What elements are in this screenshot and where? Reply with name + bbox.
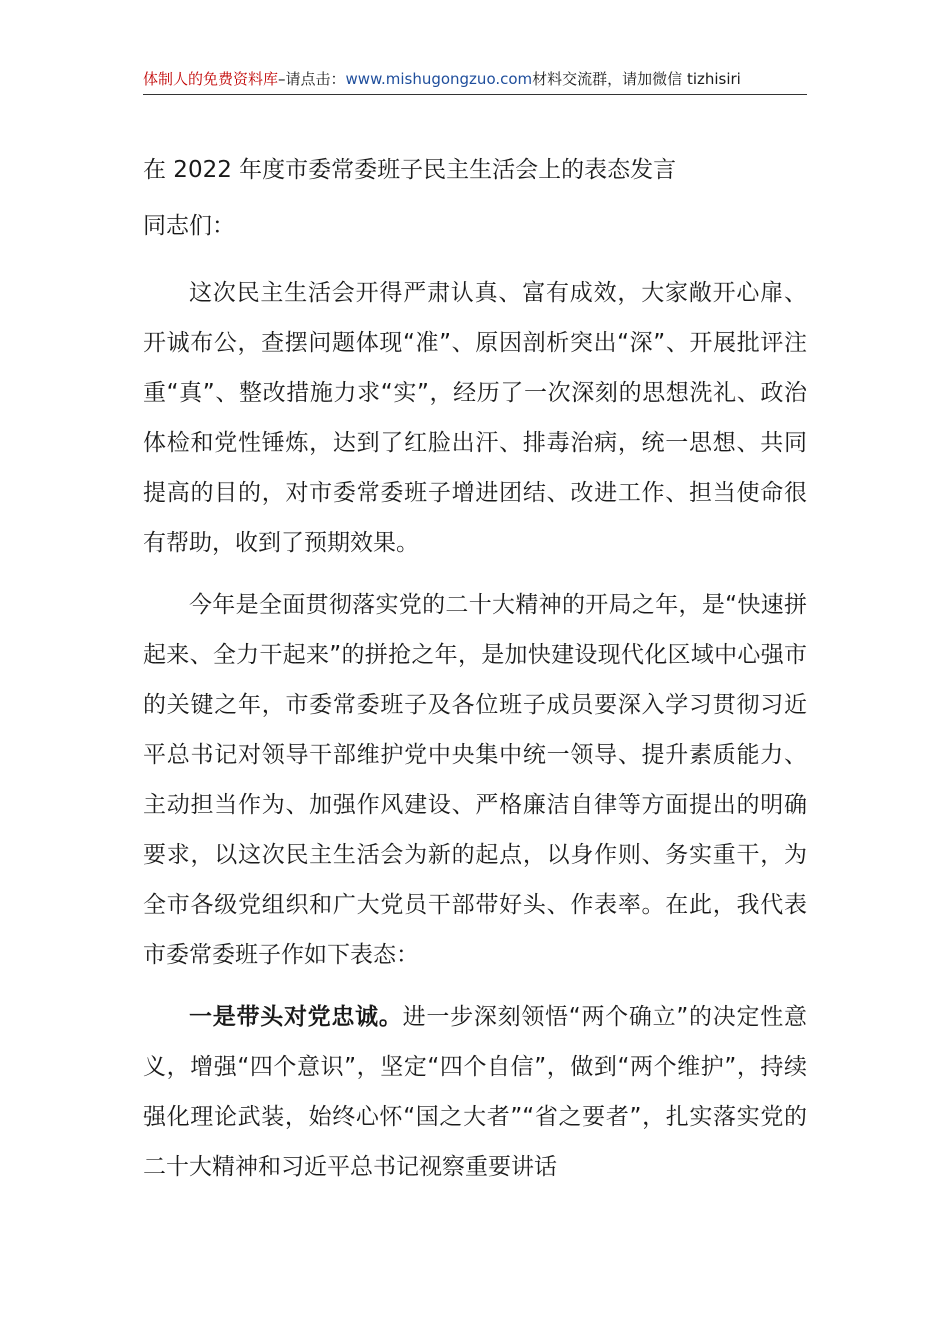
document-body bbox=[143, 148, 807, 1192]
paragraph-2 bbox=[143, 580, 807, 980]
paragraph-text: 进一步深刻领悟“两个确立”的决定性意义，增强“四个意识”，坚定“四个自信”，做到“两个维护”，持续强化理论武装，始终心怀“国之大者”“省之要者”，扎实落实党的二十大精神和习近平总书记视察重要讲话 bbox=[143, 1004, 807, 1180]
paragraph-text: 今年是全面贯彻落实党的二十大精神的开局之年，是“快速拼起来、全力干起来”的拼抢之年，是加快建设现代化区域中心强市的关键之年，市委常委班子及各位班子成员要深入学习贯彻习近平总书记对领导干部维护党中央集中统一领导、提升素质能力、主动担当作为、加强作风建设、严格廉洁自律等方面提出的明确要求，以这次民主生活会为新的起点，以身作则、务实重干，为全市各级党组织和广大党员干部带好头、作表率。在此，我代表市委常委班子作如下表态： bbox=[143, 592, 807, 968]
document-title: 在 2022 年度市委常委班子民主生活会上的表态发言 bbox=[143, 157, 677, 183]
header-url-link[interactable]: www.mishugongzuo.com bbox=[345, 70, 533, 88]
paragraph-3 bbox=[143, 992, 807, 1192]
header-brand: 体制人的免费资料库 bbox=[143, 70, 279, 88]
paragraph-lead: 一是带头对党忠诚。 bbox=[189, 1004, 403, 1030]
paragraph-1 bbox=[143, 268, 807, 568]
header-prompt: –请点击： bbox=[278, 70, 346, 88]
header-wechat-note: 材料交流群，请加微信 tizhisiri bbox=[532, 70, 741, 88]
paragraph-text: 这次民主生活会开得严肃认真、富有成效，大家敞开心扉、开诚布公，查摆问题体现“准”、原因剖析突出“深”、开展批评注重“真”、整改措施力求“实”，经历了一次深刻的思想洗礼、政治体检和党性锤炼，达到了红脸出汗、排毒治病，统一思想、共同提高的目的，对市委常委班子增进团结、改进工作、担当使命很有帮助，收到了预期效果。 bbox=[143, 280, 807, 556]
salutation: 同志们： bbox=[143, 213, 235, 239]
page-header bbox=[143, 68, 807, 95]
